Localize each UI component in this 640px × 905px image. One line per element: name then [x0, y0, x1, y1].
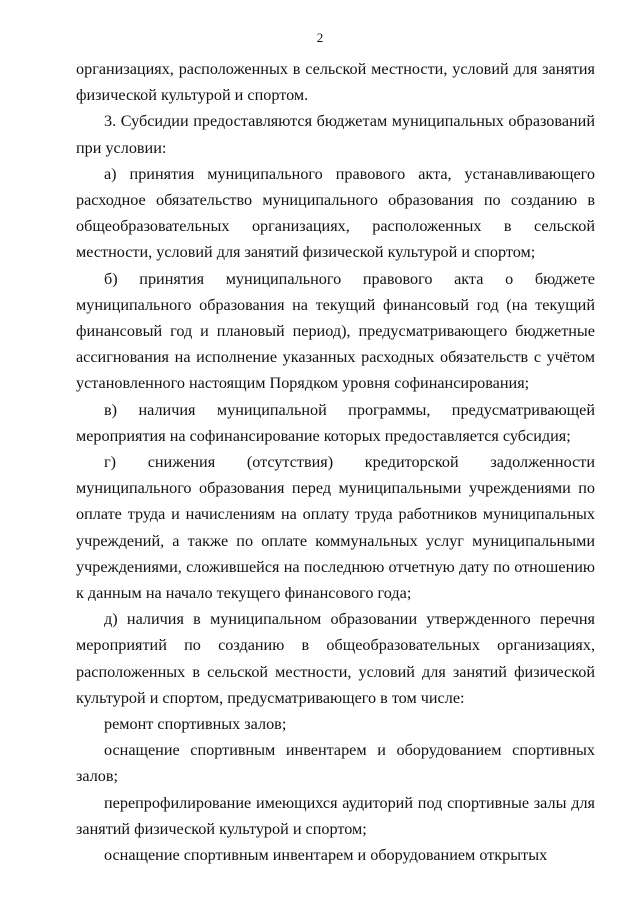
paragraph-item-b: б) принятия муниципального правового акта о бюджете муниципального образования на текущий финансовый год (на текущий финансовый год и плановый период), предусматривающего бюджетные ассигнования на исполнение указанных расходных обязательств с учётом установленного настоящим Порядком уровня софинансирования;: [76, 269, 595, 393]
paragraph-clause-3: 3. Субсидии предоставляются бюджетам муниципальных образований при условии:: [76, 112, 595, 157]
paragraph-continuation: организациях, расположенных в сельской местности, условий для занятия физической культурой и спортом.: [76, 60, 595, 105]
page-number: 2: [316, 30, 324, 45]
list-item-gym-equipment: оснащение спортивным инвентарем и оборудованием спортивных залов;: [76, 741, 595, 786]
list-item-outdoor-equipment: оснащение спортивным инвентарем и оборудованием открытых: [104, 846, 548, 865]
paragraph-item-g: г) снижения (отсутствия) кредиторской задолженности муниципального образования перед муниципальными учреждениями по оплате труда и начислениям на оплату труда работников муниципальных учреждений, а также по оплате коммунальных услуг муниципальными учреждениями, сложившейся на последнюю отчетную дату по отношению к данным на начало текущего финансового года;: [76, 453, 595, 603]
list-item-room-conversion: перепрофилирование имеющихся аудиторий под спортивные залы для занятий физической культурой и спортом;: [76, 793, 595, 838]
document-body: [76, 56, 595, 868]
paragraph-item-a: а) принятия муниципального правового акта, устанавливающего расходное обязательство муниципального образования по созданию в общеобразовательных организациях, расположенных в сельской местности, условий для занятий физической культурой и спортом;: [76, 164, 595, 262]
paragraph-item-v: в) наличия муниципальной программы, предусматривающей мероприятия на софинансирование которых предоставляется субсидия;: [76, 400, 595, 445]
list-item-gym-repair: ремонт спортивных залов;: [104, 715, 287, 734]
paragraph-item-d: д) наличия в муниципальном образовании утвержденного перечня мероприятий по созданию в общеобразовательных организациях, расположенных в сельской местности, условий для занятий физической культурой и спортом, предусматривающего в том числе:: [76, 610, 595, 707]
